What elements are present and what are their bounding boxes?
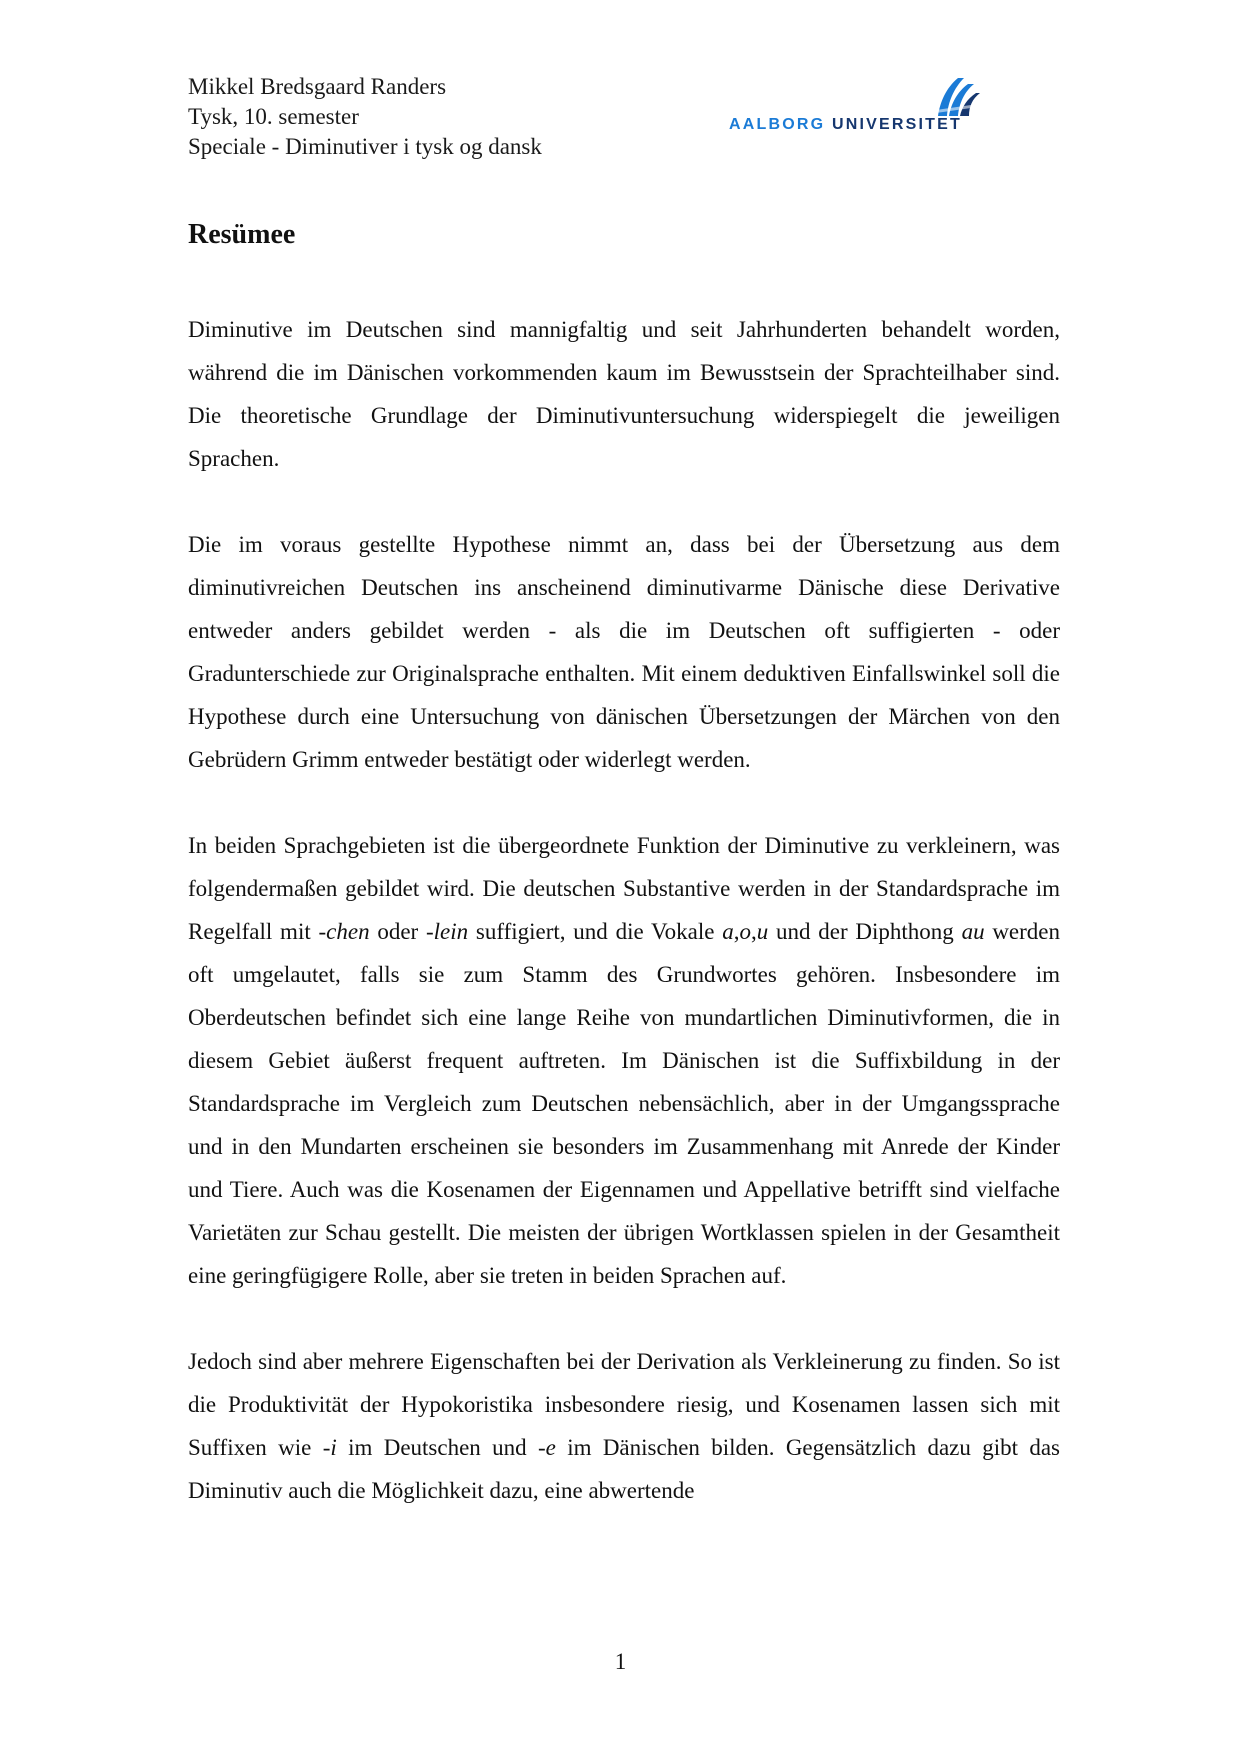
header-text-block	[188, 72, 542, 162]
paragraph-4-text: Jedoch sind aber mehrere Eigenschaften bei der Derivation als Verkleinerung zu finden. So ist die Produktivität der Hypokoristika insbesondere riesig, und Kosenamen lassen sich mit Suffixen wie	[188, 1349, 1060, 1460]
logo-word-universitet: UNIVERSITET	[831, 116, 962, 133]
paragraph-1: Diminutive im Deutschen sind mannigfaltig und seit Jahrhunderten behandelt worden, während die im Dänischen vorkommenden kaum im Bewusstsein der Sprachteilhaber sind. Die theoretische Grundlage der Diminutivuntersuchung widerspiegelt die jeweiligen Sprachen.	[188, 317, 1060, 471]
paragraph-3-text: oder	[369, 919, 426, 944]
section-title: Resümee	[188, 219, 296, 250]
paragraph-3	[188, 824, 1060, 1297]
suffix-e: -e	[537, 1435, 556, 1460]
diphthong-au: au	[961, 919, 985, 944]
paragraph-3-text: werden oft umgelautet, falls sie zum Stamm des Grundwortes gehören. Insbesondere im Oberdeutschen befindet sich eine lange Reihe von mundartlichen Diminutivformen, die in diesem Gebiet äußerst frequent auftreten. Im Dänischen ist die Suffixbildung in der Standardsprache im Vergleich zum Deutschen nebensächlich, aber in der Umgangssprache und in den Mundarten erscheinen sie besonders im Zusammenhang mit Anrede der Kinder und Tiere. Auch was die Kosenamen der Eigennamen und Appellative betrifft sind vielfache Varietäten zur Schau gestellt. Die meisten der übrigen Wortklassen spielen in der Gesamtheit eine geringfügigere Rolle, aber sie treten in beiden Sprachen auf.	[188, 919, 1061, 1288]
page-header	[188, 72, 1068, 172]
page-number: 1	[614, 1649, 627, 1674]
logo-word-aalborg: AALBORG	[729, 116, 826, 133]
body-text	[188, 308, 1060, 1555]
header-course: Tysk, 10. semester	[188, 104, 359, 129]
aalborg-university-logo	[729, 76, 1049, 136]
vowel-u: u	[756, 919, 769, 944]
suffix-chen: -chen	[318, 919, 370, 944]
paragraph-4	[188, 1340, 1060, 1512]
paragraph-3-text: ,	[751, 919, 757, 944]
vowel-o: o	[739, 919, 751, 944]
paragraph-4-text: im Dänischen bilden. Gegensätzlich dazu gibt das Diminutiv auch die Möglichkeit dazu, eine abwertende	[188, 1435, 1060, 1503]
header-author: Mikkel Bredsgaard Randers	[188, 74, 447, 99]
paragraph-3-text: In beiden Sprachgebieten ist die übergeordnete Funktion der Diminutive zu verkleinern, was folgendermaßen gebildet wird. Die deutschen Substantive werden in der Standardsprache im Regelfall mit	[188, 833, 1060, 944]
logo-wordmark	[729, 115, 1049, 135]
paragraph-4-text: im Deutschen und	[336, 1435, 538, 1460]
suffix-i: -i	[322, 1435, 337, 1460]
paragraph-3-text: ,	[733, 919, 740, 944]
aalborg-university-logo-mark-icon	[934, 76, 980, 116]
header-subject: Speciale - Diminutiver i tysk og dansk	[188, 134, 542, 159]
paragraph-3-text: und der Diphthong	[768, 919, 962, 944]
paragraph-2: Die im voraus gestellte Hypothese nimmt an, dass bei der Übersetzung aus dem diminutivreichen Deutschen ins anscheinend diminutivarme Dänische diese Derivative entweder anders gebildet werden - als die im Deutschen oft suffigierten - oder Gradunterschiede zur Originalsprache enthalten. Mit einem deduktiven Einfallswinkel soll die Hypothese durch eine Untersuchung von dänischen Übersetzungen der Märchen von den Gebrüdern Grimm entweder bestätigt oder widerlegt werden.	[188, 532, 1060, 772]
paragraph-3-text: suffigiert, und die Vokale	[468, 919, 723, 944]
suffix-lein: -lein	[425, 919, 469, 944]
vowel-a: a	[722, 919, 734, 944]
